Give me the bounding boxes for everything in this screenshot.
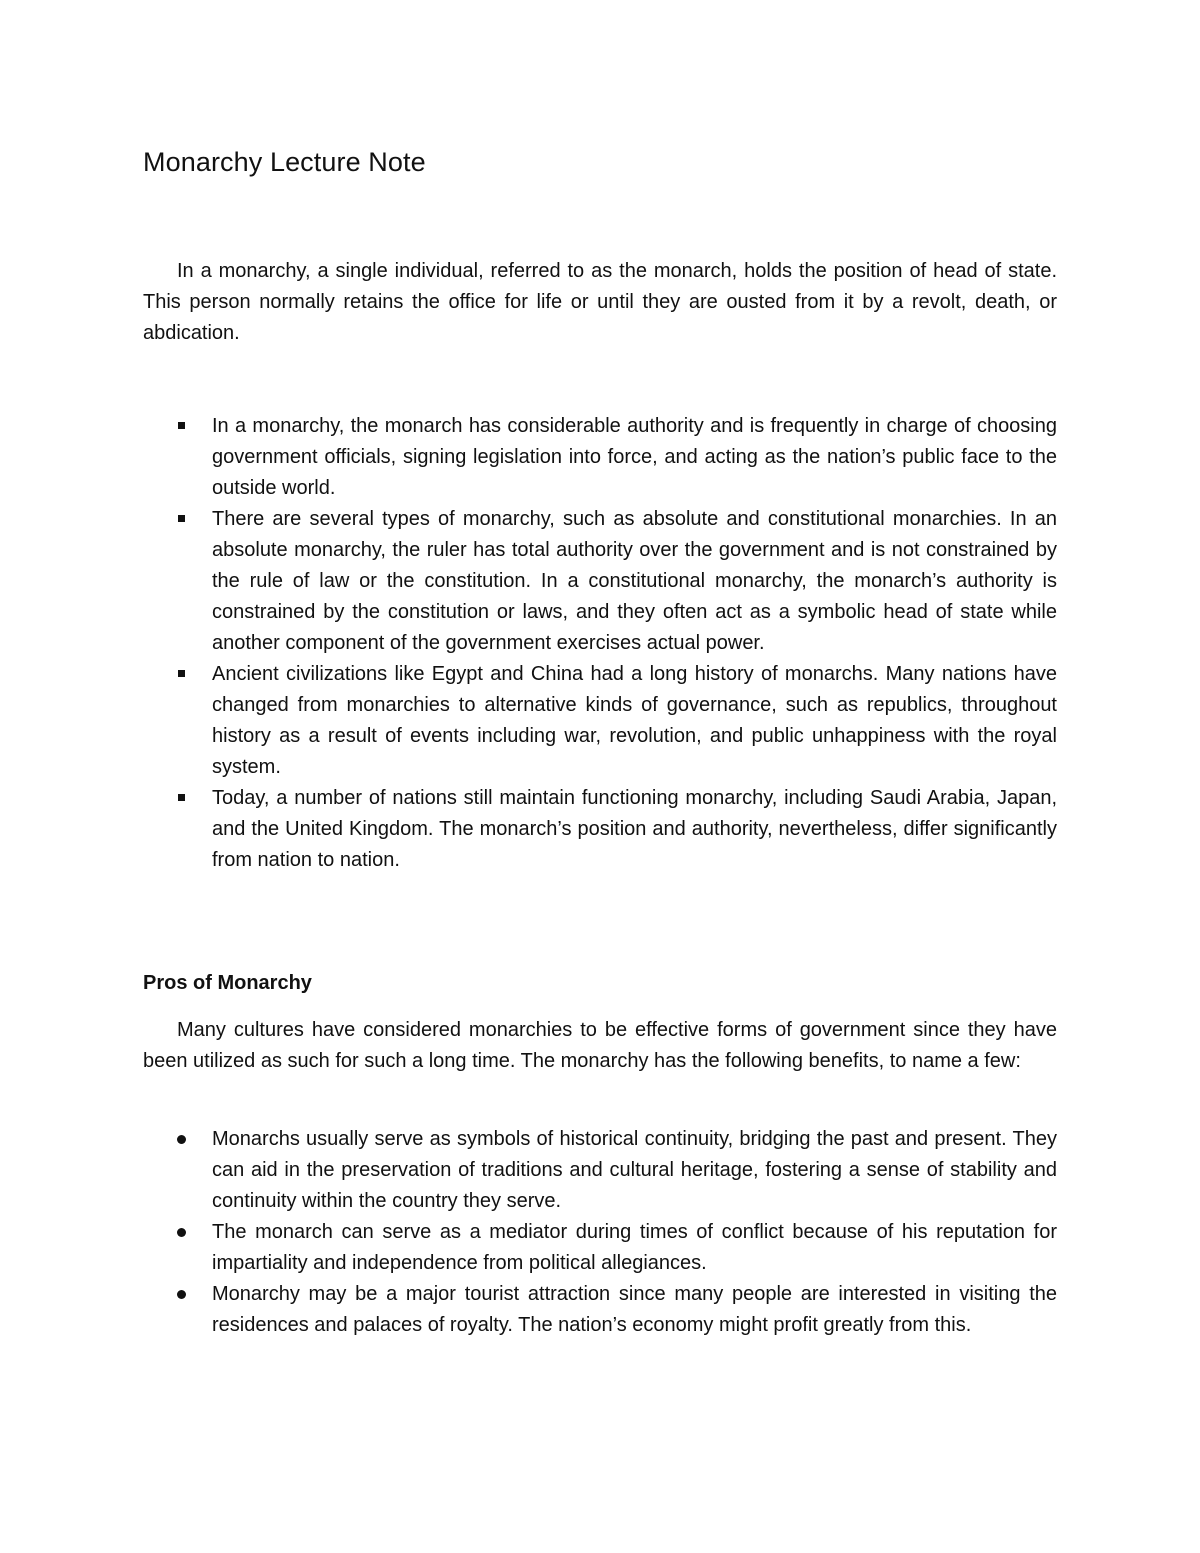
round-bullet-icon [177, 1124, 197, 1155]
square-bullet-icon [177, 659, 197, 690]
list-item [143, 783, 1057, 876]
round-bullet-icon [177, 1279, 197, 1310]
square-bullet-icon [177, 783, 197, 814]
list-item-text: Ancient civilizations like Egypt and China had a long history of monarchs. Many nations have changed from monarchies to alternative kinds of governance, such as republics, throughout history as a result of events including war, revolution, and public unhappiness with the royal system. [212, 663, 1057, 778]
list-item-text: Today, a number of nations still maintain functioning monarchy, including Saudi Arabia, Japan, and the United Kingdom. The monarch’s position and authority, nevertheless, differ significantly from nation to nation. [212, 787, 1057, 871]
square-bullet-icon [177, 504, 197, 535]
square-bullet-icon [177, 411, 197, 442]
list-item [143, 1279, 1057, 1341]
list-item-text: In a monarchy, the monarch has considerable authority and is frequently in charge of choosing government officials, signing legislation into force, and acting as the nation’s public face to the outside world. [212, 415, 1057, 499]
overview-bullet-list [143, 411, 1057, 876]
pros-heading: Pros of Monarchy [143, 972, 312, 994]
list-item [143, 659, 1057, 783]
list-item [143, 411, 1057, 504]
list-item-text: There are several types of monarchy, such as absolute and constitutional monarchies. In an absolute monarchy, the ruler has total authority over the government and is not constrained by the rule of law or the constitution. In a constitutional monarchy, the monarch’s authority is constrained by the constitution or laws, and they often act as a symbolic head of state while another component of the government exercises actual power. [212, 508, 1057, 654]
list-item-text: The monarch can serve as a mediator during times of conflict because of his reputation for impartiality and independence from political allegiances. [212, 1221, 1057, 1274]
list-item-text: Monarchs usually serve as symbols of historical continuity, bridging the past and present. They can aid in the preservation of traditions and cultural heritage, fostering a sense of stability and continuity within the country they serve. [212, 1128, 1057, 1212]
list-item [143, 1217, 1057, 1279]
list-item [143, 504, 1057, 659]
intro-paragraph: In a monarchy, a single individual, referred to as the monarch, holds the position of head of state. This person normally retains the office for life or until they are ousted from it by a revolt, death, or abdication. [143, 260, 1057, 344]
round-bullet-icon [177, 1217, 197, 1248]
list-item [143, 1124, 1057, 1217]
pros-bullet-list [143, 1124, 1057, 1341]
list-item-text: Monarchy may be a major tourist attraction since many people are interested in visiting the residences and palaces of royalty. The nation’s economy might profit greatly from this. [212, 1283, 1057, 1336]
pros-intro-paragraph: Many cultures have considered monarchies to be effective forms of government since they have been utilized as such for such a long time. The monarchy has the following benefits, to name a few: [143, 1019, 1057, 1072]
page-title: Monarchy Lecture Note [143, 147, 426, 177]
